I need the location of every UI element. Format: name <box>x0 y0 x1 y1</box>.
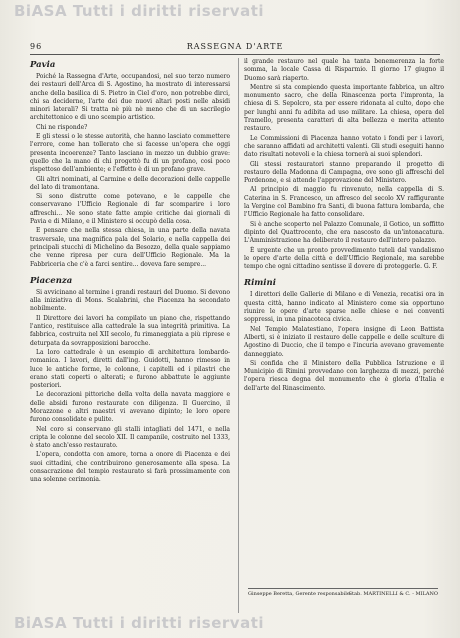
header-rule <box>30 54 440 55</box>
paragraph: Si confida che il Ministero della Pubblica Istruzione e il Municipio di Rimini provvedano con larghezza di mezzi, perché l'opera riesca degna del monumento che è gloria d'Italia e dell'arte del Rinascimento. <box>244 359 444 392</box>
paragraph: Poiché la Rassegna d'Arte, occupandosi, nel suo terzo numero dei restauri dell'Arca di S. Agostino, ha mostrato di interessarsi anche della basilica di S. Pietro in Ciel d'oro, non potrebbe dirci, chi sa deciderne, l'arte dei due nuovi altari posti nelle absidi minori laterali? Si tratta nè più nè meno che di un sacrilegio architettonico e di uno scempio artistico. <box>30 73 230 122</box>
paragraph: Gli stessi restauratori stanno preparando il progetto di restauro della Madonna di Campagna, ove sono gli affreschi del Pordenone, e si attende l'approvazione del Ministero. <box>244 160 444 185</box>
paragraph: Si sono distrutte come potevano, e le cappelle che conservavano l'Ufficio Regionale di far scomparire i loro affreschi... Ne sono state fatte ampie critiche dai giornali di Pavia e di Milano, e il Ministero si occupò della cosa. <box>30 193 230 226</box>
page-header <box>30 42 440 54</box>
paragraph: La loro cattedrale è un esempio di architettura lombardo-romanica. I lavori, diretti dall'ing. Guidotti, hanno rimesso in luce le antiche forme, le colonne, i capitelli ed i pilastri che erano stati coperti o alterati; e furono abbattute le aggiunte posteriori. <box>30 348 230 390</box>
paragraph: Le decorazioni pittoriche della volta della navata maggiore e delle absidi furono restaurate con diligenza. Il Guercino, il Morazzone e altri maestri vi avevano dipinto; le loro opere furono consolidate e pulite. <box>30 391 230 424</box>
section-title-rimini: Rimini <box>244 278 276 289</box>
paragraph: il grande restauro nel quale ha tanta benemerenza la forte somma, la locale Cassa di Risparmio. Il giorno 17 giugno il Duomo sarà riaperto. <box>244 58 444 82</box>
footer-rule <box>248 588 438 589</box>
footer-printer: Stab. MARTINELLI & C. - MILANO <box>348 591 438 597</box>
watermark-top <box>14 2 264 20</box>
paragraph: Nel Tempio Malatestiano, l'opera insigne di Leon Battista Alberti, si è iniziato il restauro delle cappelle e delle sculture di Agostino di Duccio, che il tempo e l'incuria avevano gravemente danneggiato. <box>244 325 444 358</box>
paragraph: Gli altri nominati, al Carmine e delle decorazioni delle cappelle del lato di tramontana. <box>30 175 230 191</box>
paragraph: Nel coro si conservano gli stalli intagliati del 1471, e nella cripta le colonne del secolo XII. Il campanile, costruito nel 1333, è stato anch'esso restaurato. <box>30 425 230 450</box>
paragraph: Si è anche scoperto nel Palazzo Comunale, il Gotico, un soffitto dipinto del Quattrocento, che era nascosto da un'intonacatura. L'Amministrazione ha deliberato il restauro dell'intero palazzo. <box>244 220 444 245</box>
paragraph: Al principio di maggio fu rinvenuto, nella cappella di S. Caterina in S. Francesco, un affresco del secolo XV raffigurante la Vergine col Bambino fra Santi, di buona fattura lombarda, che l'Ufficio Regionale ha fatto consolidare. <box>244 186 444 219</box>
paragraph: I direttori delle Gallerie di Milano e di Venezia, recatisi ora in questa città, hanno indicato al Ministero come sia opportuno riunire le opere d'arte sparse nelle chiese e nei conventi soppressi, in una pinacoteca civica. <box>244 291 444 324</box>
section-title-pavia: Pavia <box>30 60 56 70</box>
paragraph: Il Direttore dei lavori ha compilato un piano che, rispettando l'antico, restituisce alla cattedrale la sua integrità primitiva. La fabbrica, costruita nel XII secolo, fu rimaneggiata a più riprese e deturpata da sovrapposizioni barocche. <box>30 314 230 347</box>
page-number: 96 <box>30 42 43 51</box>
watermark-bottom <box>14 614 264 632</box>
running-title: RASSEGNA D'ARTE <box>186 42 284 51</box>
paragraph: Chi ne risponde? <box>36 123 88 131</box>
watermark-text: BiASA Tutti i diritti riservati <box>14 2 265 20</box>
column-divider <box>238 58 239 613</box>
section-title-piacenza: Piacenza <box>30 275 73 286</box>
paragraph: L'opera, condotta con amore, torna a onore di Piacenza e dei suoi cittadini, che contribuirono generosamente alla spesa. La consacrazione del tempio restaurato si farà prossimamente con una solenne cerimonia. <box>30 451 230 484</box>
paragraph: E pensare che nella stessa chiesa, in una parte della navata trasversale, una magnifica pala del Solario, e nella cappella dei principali stucchi di Michelino da Besozzo, della quale sappiamo che venne ripresa per cura dell'Ufficio Regionale. Ma la Fabbriceria che c'è a farci sentire... doveva fare sempre... <box>30 227 230 268</box>
paragraph: Si avvicinano al termine i grandi restauri del Duomo. Si devono alla iniziativa di Mons. Scalabrini, che Piacenza ha secondato nobilmente. <box>30 288 230 313</box>
watermark-text: BiASA Tutti i diritti riservati <box>14 614 265 632</box>
paragraph: E gli stessi o le stesse autorità, che hanno lasciato commettere l'errore, come han tollerato che si facesse un'opera che oggi presenta incoerenze? Tanto lasciano in mezzo un dubbio grave: quello che la mano di chi progettò fu di un profano, così poco rispettoso dell'ambiente; e l'effetto è di un profano grave. <box>30 133 230 174</box>
paragraph: Le Commissioni di Piacenza hanno votato i fondi per i lavori, che saranno affidati ad architetti valenti. Gli studi eseguiti hanno dato risultati notevoli e la chiesa tornerà ai suoi splendori. <box>244 134 444 159</box>
right-column <box>244 58 444 394</box>
paragraph: È urgente che un pronto provvedimento tuteli dal vandalismo le opere d'arte della città e dell'Ufficio Regionale, ma sarebbe tempo che ogni cittadino sentisse il dovere di proteggerle. G. F. <box>244 246 444 271</box>
left-column <box>30 58 230 486</box>
paragraph: Mentre si sta compiendo questa importante fabbrica, un altro monumento sacro, che della Rinascenza porta l'impronta, la chiesa di S. Sepolcro, sta per essere ridonata al culto, dopo che per lunghi anni fu adibita ad uso militare. La chiesa, opera del Tramello, presenta caratteri di alta bellezza e merita attento restauro. <box>244 83 444 133</box>
footer-gerente: Ginseppe Beretta, Gerente responsabile. <box>248 591 352 597</box>
